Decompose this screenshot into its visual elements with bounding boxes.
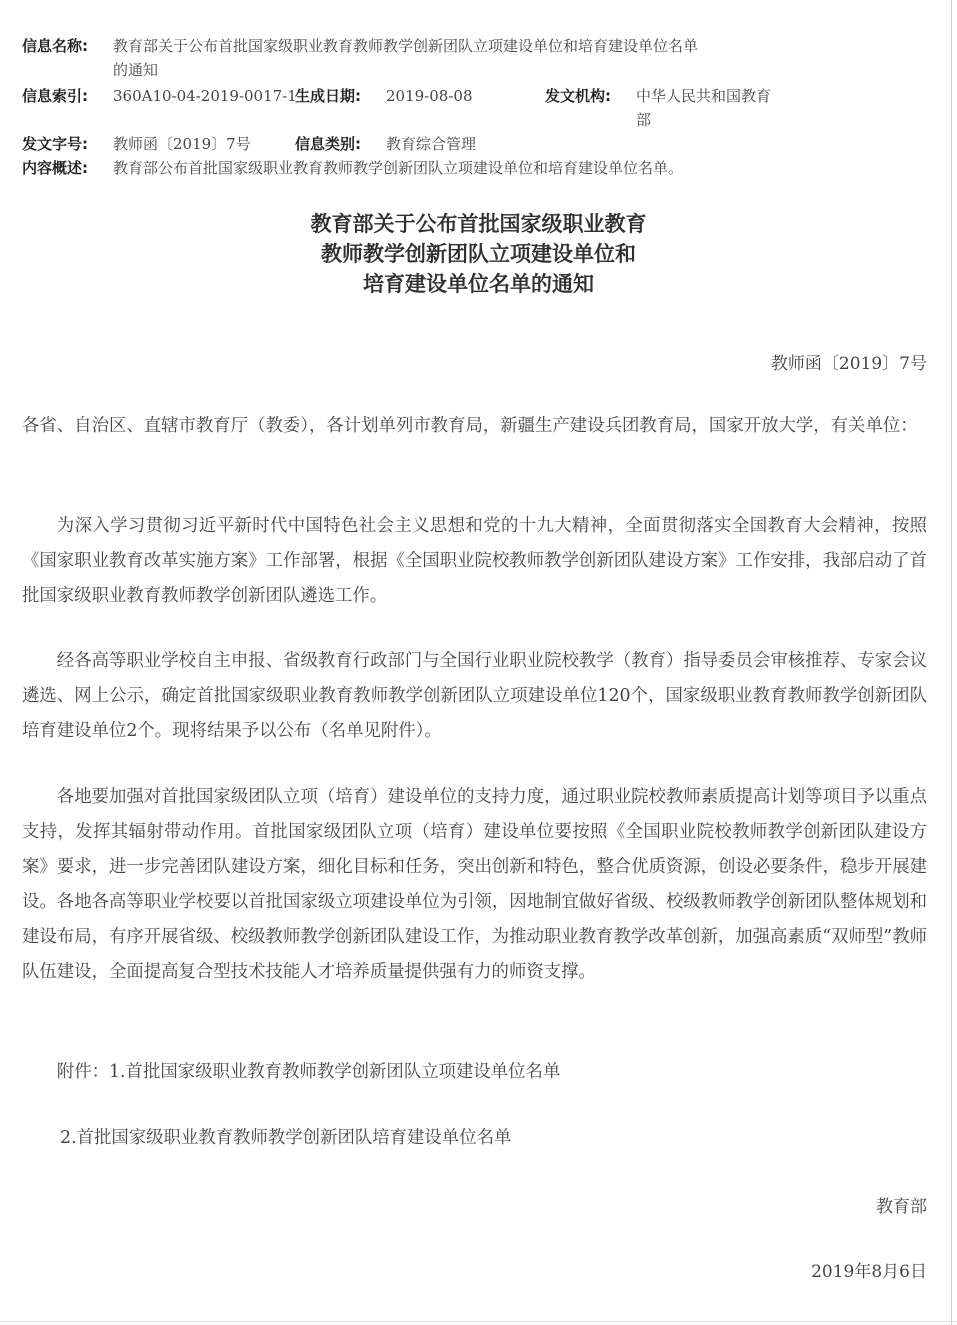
category-label: 信息类别: bbox=[295, 135, 361, 153]
summary-value: 教育部公布首批国家级职业教育教师教学创新团队立项建设单位和培育建设单位名单。 bbox=[113, 159, 684, 177]
attachment-item-1: 附件：1.首批国家级职业教育教师教学创新团队立项建设单位名单 bbox=[56, 1062, 561, 1082]
info-name-value-cont: 的通知 bbox=[113, 61, 159, 79]
body-paragraph-1: 为深入学习贯彻习近平新时代中国特色社会主义思想和党的十九大精神，全面贯彻落实全国教育大会精神，按照《国家职业教育改革实施方案》工作部署，根据《全国职业院校教师教学创新团队建设方案》工作安排，我部启动了首批国家级职业教育教师教学创新团队遴选工作。 bbox=[22, 516, 927, 606]
info-name-value: 教育部关于公布首批国家级职业教育教师教学创新团队立项建设单位和培育建设单位名单 bbox=[113, 37, 699, 55]
document-title-line1: 教育部关于公布首批国家级职业教育 bbox=[310, 211, 647, 236]
issuer-value: 中华人民共和国教育 bbox=[636, 87, 772, 105]
signature-date: 2019年8月6日 bbox=[811, 1262, 927, 1282]
summary-label: 内容概述: bbox=[22, 159, 88, 177]
salutation-paragraph: 各省、自治区、直辖市教育厅（教委），各计划单列市教育局，新疆生产建设兵团教育局，国家开放大学，有关单位： bbox=[22, 416, 918, 436]
generated-date-label: 生成日期: bbox=[295, 87, 361, 105]
category-value: 教育综合管理 bbox=[386, 135, 477, 153]
document-number: 教师函〔2019〕7号 bbox=[770, 354, 927, 374]
signature-org: 教育部 bbox=[876, 1197, 927, 1217]
issuer-label: 发文机构: bbox=[545, 87, 611, 105]
info-index-value: 360A10-04-2019-0017-1 bbox=[113, 87, 297, 105]
document-title-line3: 培育建设单位名单的通知 bbox=[363, 271, 594, 296]
attachment-item-2: 2.首批国家级职业教育教师教学创新团队培育建设单位名单 bbox=[60, 1128, 512, 1148]
body-paragraph-3: 各地要加强对首批国家级团队立项（培育）建设单位的支持力度，通过职业院校教师素质提高计划等项目予以重点支持，发挥其辐射带动作用。首批国家级团队立项（培育）建设单位要按照《全国职业院校教师教学创新团队建设方案》要求，进一步完善团队建设方案，细化目标和任务，突出创新和特色，整合优质资源，创设必要条件，稳步开展建设。各地各高等职业学校要以首批国家级立项建设单位为引领，因地制宜做好省级、校级教师教学创新团队整体规划和建设布局，有序开展省级、校级教师教学创新团队建设工作，为推动职业教育教学改革创新，加强高素质“双师型”教师队伍建设，全面提高复合型技术技能人才培养质量提供强有力的师资支撑。 bbox=[22, 787, 927, 982]
page-edge-bottom bbox=[0, 1321, 957, 1322]
info-index-label: 信息索引: bbox=[22, 87, 88, 105]
doc-number-label: 发文字号: bbox=[22, 135, 88, 153]
info-name-label: 信息名称: bbox=[22, 37, 88, 55]
document-title-line2: 教师教学创新团队立项建设单位和 bbox=[321, 241, 636, 266]
page-edge-right bbox=[951, 0, 952, 1325]
generated-date-value: 2019-08-08 bbox=[386, 87, 473, 105]
doc-number-value: 教师函〔2019〕7号 bbox=[113, 135, 251, 153]
issuer-value-cont: 部 bbox=[636, 111, 652, 129]
body-paragraph-2: 经各高等职业学校自主申报、省级教育行政部门与全国行业职业院校教学（教育）指导委员会审核推荐、专家会议遴选、网上公示，确定首批国家级职业教育教师教学创新团队立项建设单位120个，国家级职业教育教师教学创新团队培育建设单位2个。现将结果予以公布（名单见附件）。 bbox=[22, 651, 927, 741]
